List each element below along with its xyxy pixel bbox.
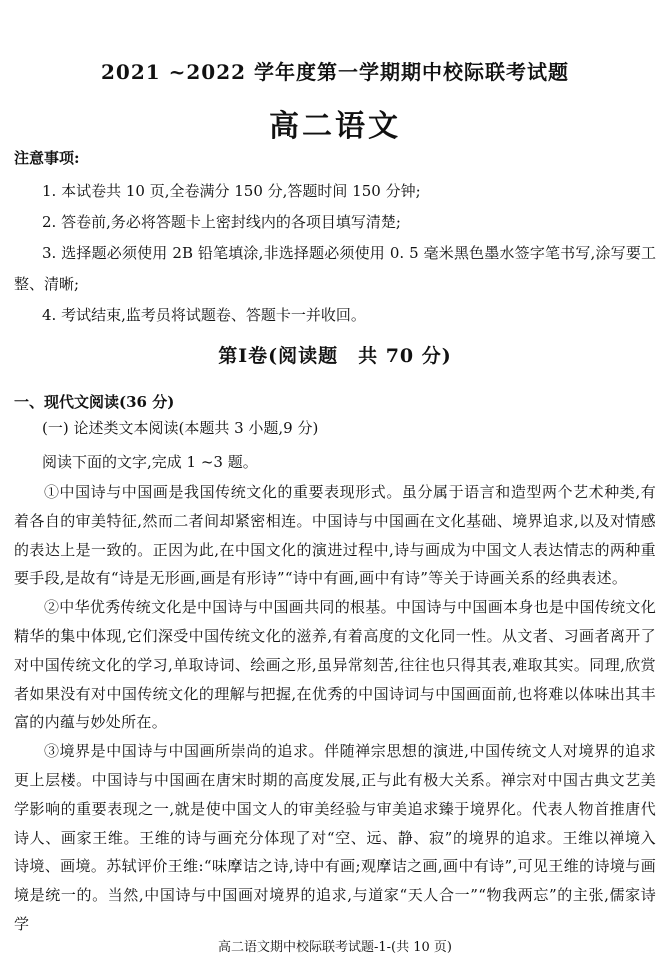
note-item: 4. 考试结束,监考员将试题卷、答题卡一并收回。	[42, 306, 366, 324]
note-item: 1. 本试卷共 10 页,全卷满分 150 分,答题时间 150 分钟;	[42, 182, 421, 200]
reading-passage	[14, 478, 656, 939]
exam-title: 2021 ~2022 学年度第一学期期中校际联考试题	[100, 60, 569, 84]
notes-heading: 注意事项:	[14, 149, 80, 167]
notes-list	[14, 176, 656, 331]
passage-paragraph: ③境界是中国诗与中国画所崇尚的追求。伴随禅宗思想的演进,中国传统文人对境界的追求更上层楼。中国诗与中国画在唐宋时期的高度发展,正与此有极大关系。禅宗对中国古典文艺美学影响的重要表现之一,就是使中国文人的审美经验与审美追求臻于境界化。代表人物首推唐代诗人、画家王维。王维的诗与画充分体现了对“空、远、静、寂”的境界的追求。王维以禅境入诗境、画境。苏轼评价王维:“味摩诘之诗,诗中有画;观摩诘之画,画中有诗”,可见王维的诗境与画境是统一的。当然,中国诗与中国画对境界的追求,与道家“天人合一”“物我两忘”的主张,儒家诗学	[14, 742, 656, 933]
passage-paragraph: ①中国诗与中国画是我国传统文化的重要表现形式。虽分属于语言和造型两个艺术种类,有着各自的审美特征,然而二者间却紧密相连。中国诗与中国画在文化基础、境界追求,以及对情感的表达上是一致的。正因为此,在中国文化的演进过程中,诗与画成为中国文人表达情志的两种重要手段,是故有“诗是无形画,画是有形诗”“诗中有画,画中有诗”等关于诗画关系的经典表述。	[14, 483, 656, 588]
page-footer: 高二语文期中校际联考试题-1-(共 10 页)	[217, 940, 452, 955]
reading-instruction: 阅读下面的文字,完成 1 ~3 题。	[42, 453, 258, 471]
part-title: 第Ⅰ卷(阅读题 共 70 分)	[218, 345, 452, 367]
section-title: 一、现代文阅读(36 分)	[14, 393, 175, 411]
passage-paragraph: ②中华优秀传统文化是中国诗与中国画共同的根基。中国诗与中国画本身也是中国传统文化精华的集中体现,它们深受中国传统文化的滋养,有着高度的文化同一性。从文者、习画者离开了对中国传统文化的学习,单取诗词、绘画之形,虽异常刻苦,往往也只得其表,难取其实。同理,欣赏者如果没有对中国传统文化的理解与把握,在优秀的中国诗词与中国画面前,也将难以体味出其丰富的内蕴与妙处所在。	[14, 598, 657, 732]
note-item: 2. 答卷前,务必将答题卡上密封线内的各项目填写清楚;	[42, 213, 401, 231]
note-item: 3. 选择题必须使用 2B 铅笔填涂,非选择题必须使用 0. 5 毫米黑色墨水签字笔书写,涂写要工整、清晰;	[14, 244, 656, 293]
subsection-title: (一) 论述类文本阅读(本题共 3 小题,9 分)	[42, 419, 319, 437]
subject-title: 高二语文	[269, 109, 401, 144]
